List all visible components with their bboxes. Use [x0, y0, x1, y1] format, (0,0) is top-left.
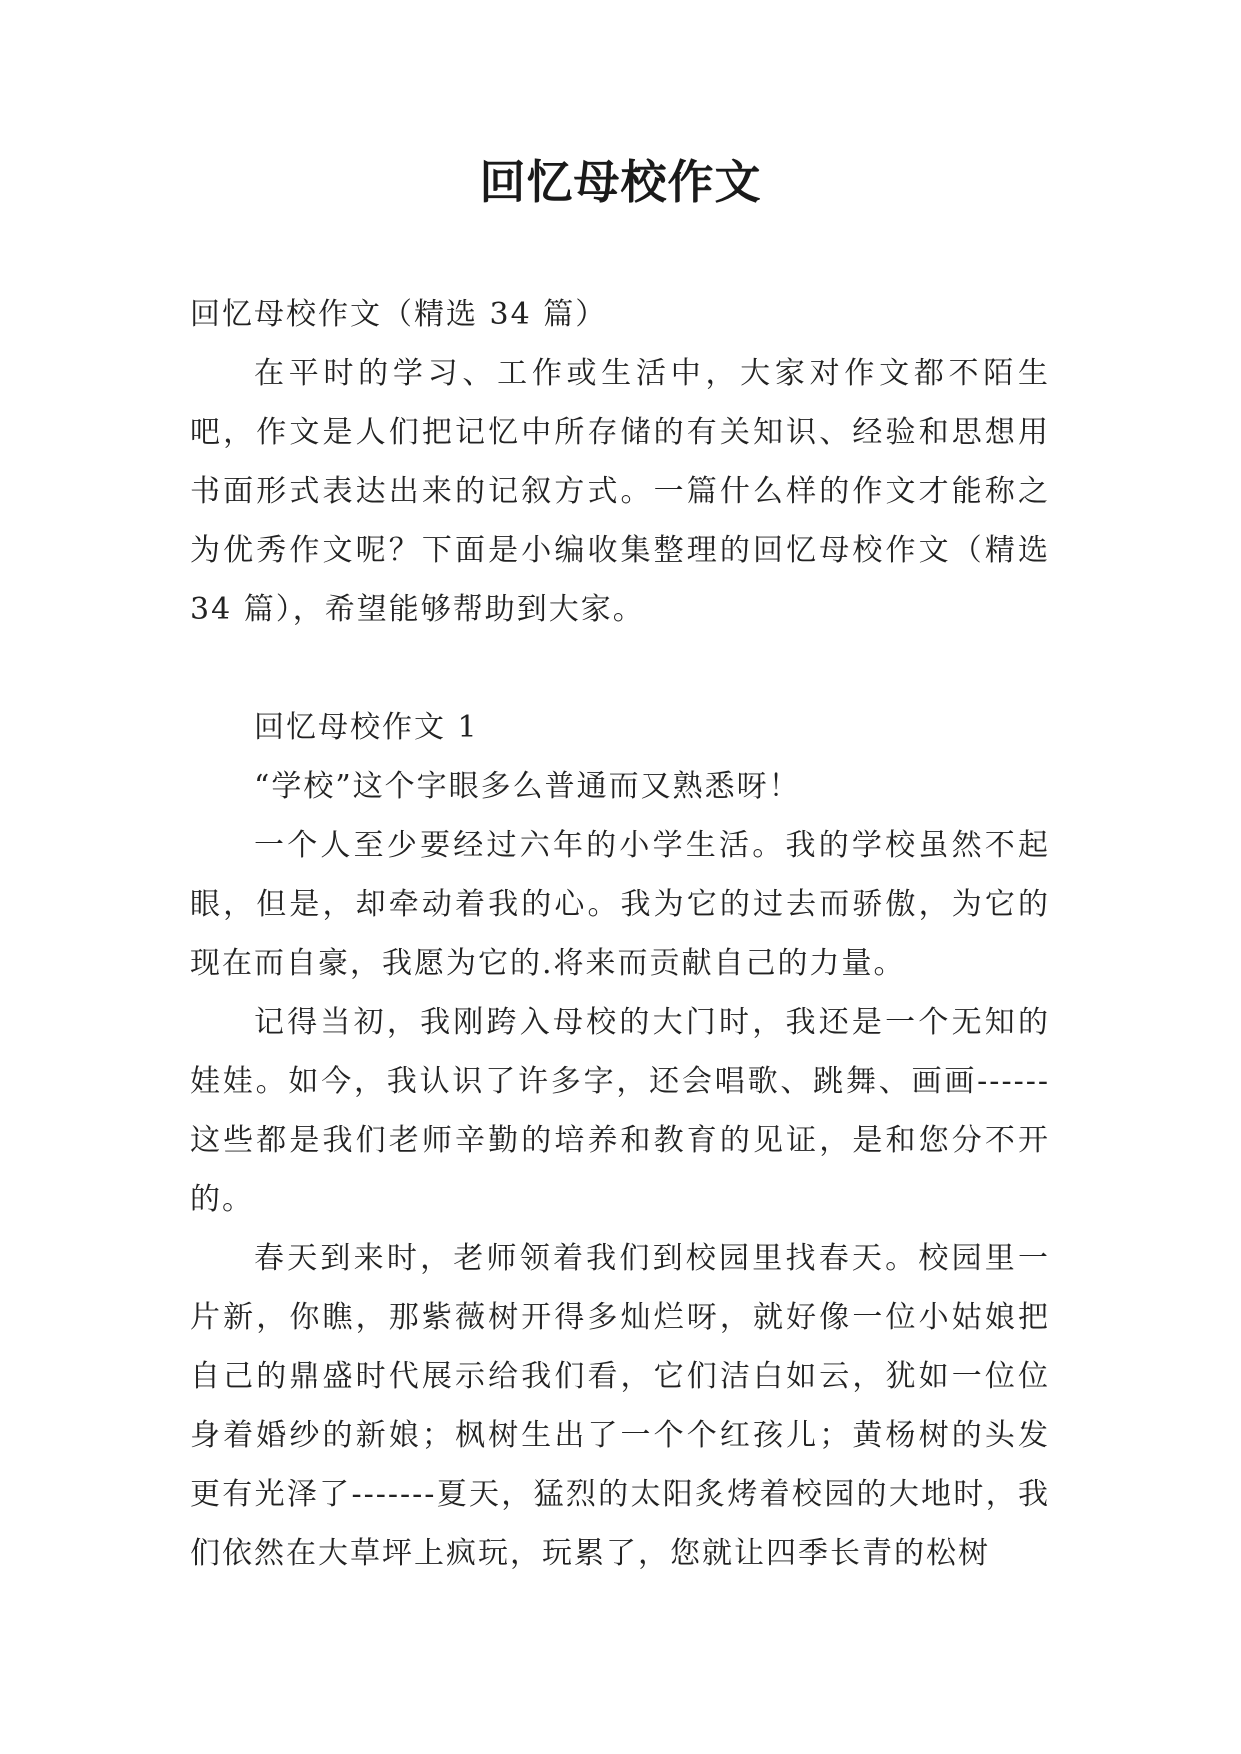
essay-paragraph: 春天到来时，老师领着我们到校园里找春天。校园里一片新，你瞧，那紫薇树开得多灿烂呀，就好像一位小姑娘把自己的鼎盛时代展示给我们看，它们洁白如云，犹如一位位身着婚纱的新娘；枫树生出了一个个红孩儿；黄杨树的头发更有光泽了-------夏天，猛烈的太阳炙烤着校园的大地时，我们依然在大草坪上疯玩，玩累了，您就让四季长青的松树	[190, 1241, 1050, 1571]
essay-paragraph: “学校”这个字眼多么普通而又熟悉呀！	[254, 769, 801, 804]
document-body	[190, 285, 1050, 1583]
essay-paragraph: 一个人至少要经过六年的小学生活。我的学校虽然不起眼，但是，却牵动着我的心。我为它的过去而骄傲，为它的现在而自豪，我愿为它的.将来而贡献自己的力量。	[190, 828, 1050, 981]
document-title: 回忆母校作文	[479, 155, 762, 209]
essay-paragraph: 记得当初，我刚跨入母校的大门时，我还是一个无知的娃娃。如今，我认识了许多字，还会唱歌、跳舞、画画------这些都是我们老师辛勤的培养和教育的见证，是和您分不开的。	[190, 1005, 1050, 1217]
paragraph-spacer	[190, 639, 1050, 698]
intro-paragraph: 在平时的学习、工作或生活中，大家对作文都不陌生吧，作文是人们把记忆中所存储的有关知识、经验和思想用书面形式表达出来的记叙方式。一篇什么样的作文才能称之为优秀作文呢？下面是小编收集整理的回忆母校作文（精选 34 篇），希望能够帮助到大家。	[190, 356, 1050, 627]
essay-heading: 回忆母校作文 1	[254, 710, 479, 745]
document-subtitle: 回忆母校作文（精选 34 篇）	[190, 297, 608, 332]
